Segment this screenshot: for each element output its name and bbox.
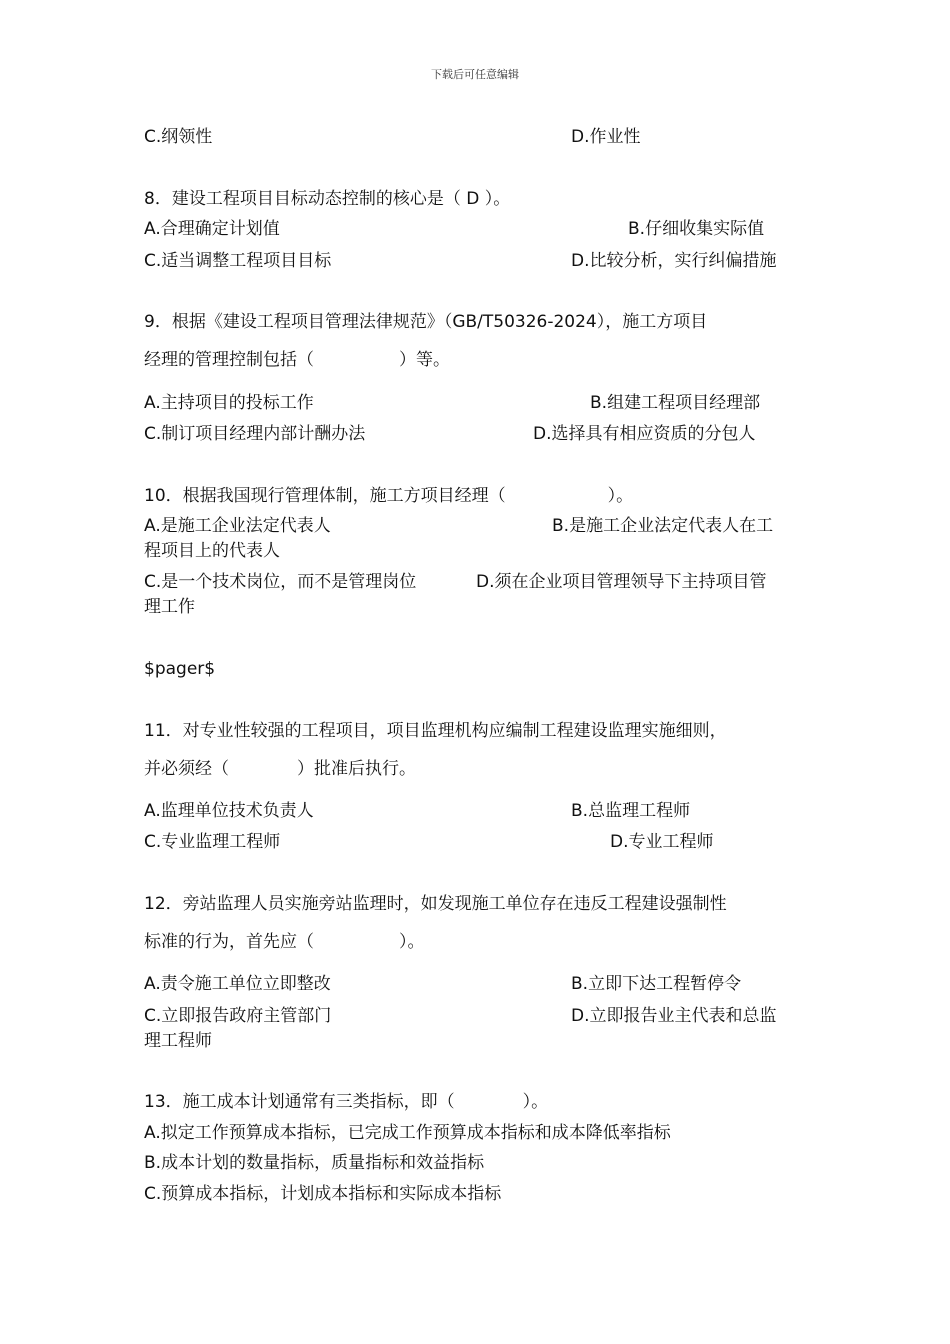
q12-option-d-line2: 理工程师 xyxy=(144,1031,212,1051)
q12-stem-line2: 标准的行为，首先应（ ）。 xyxy=(144,932,425,952)
q10-stem: 10．根据我国现行管理体制，施工方项目经理（ ）。 xyxy=(144,486,634,506)
q8-option-a: A.合理确定计划值 xyxy=(144,219,280,239)
q12-stem-line1: 12．旁站监理人员实施旁站监理时，如发现施工单位存在违反工程建设强制性 xyxy=(144,894,727,914)
q10-option-c: C.是一个技术岗位，而不是管理岗位 xyxy=(144,572,417,592)
q13-option-c: C.预算成本指标，计划成本指标和实际成本指标 xyxy=(144,1184,502,1204)
q8-option-d: D.比较分析，实行纠偏措施 xyxy=(571,251,777,271)
q9-option-b: B.组建工程项目经理部 xyxy=(590,393,761,413)
q9-stem-line2: 经理的管理控制包括（ ）等。 xyxy=(144,350,450,370)
q11-option-a: A.监理单位技术负责人 xyxy=(144,801,314,821)
page-header: 下载后可任意编辑 xyxy=(431,68,519,81)
q13-stem: 13．施工成本计划通常有三类指标，即（ ）。 xyxy=(144,1092,549,1112)
q11-option-d: D.专业工程师 xyxy=(610,832,714,852)
q9-option-a: A.主持项目的投标工作 xyxy=(144,393,314,413)
pager-marker: $pager$ xyxy=(144,659,216,679)
q7-option-d: D.作业性 xyxy=(571,127,641,147)
q9-option-d: D.选择具有相应资质的分包人 xyxy=(533,424,756,444)
q13-option-b: B.成本计划的数量指标，质量指标和效益指标 xyxy=(144,1153,485,1173)
q9-option-c: C.制订项目经理内部计酬办法 xyxy=(144,424,366,444)
q11-stem-line2: 并必须经（ ）批准后执行。 xyxy=(144,759,416,779)
q8-option-c: C.适当调整工程项目目标 xyxy=(144,251,332,271)
q10-option-b-line1: B.是施工企业法定代表人在工 xyxy=(552,516,774,536)
q7-option-c: C.纲领性 xyxy=(144,127,213,147)
q10-option-d-line2: 理工作 xyxy=(144,597,195,617)
q12-option-d-line1: D.立即报告业主代表和总监 xyxy=(571,1006,777,1026)
q13-option-a: A.拟定工作预算成本指标，已完成工作预算成本指标和成本降低率指标 xyxy=(144,1123,671,1143)
q9-stem-line1: 9．根据《建设工程项目管理法律规范》（GB/T50326-2024），施工方项目 xyxy=(144,312,708,332)
q10-option-b-line2: 程项目上的代表人 xyxy=(144,541,280,561)
q8-stem: 8．建设工程项目目标动态控制的核心是（ D ）。 xyxy=(144,189,511,209)
q8-option-b: B.仔细收集实际值 xyxy=(628,219,765,239)
q11-option-b: B.总监理工程师 xyxy=(571,801,691,821)
q11-stem-line1: 11．对专业性较强的工程项目，项目监理机构应编制工程建设监理实施细则， xyxy=(144,721,727,741)
q10-option-d-line1: D.须在企业项目管理领导下主持项目管 xyxy=(476,572,767,592)
q12-option-b: B.立即下达工程暂停令 xyxy=(571,974,742,994)
q12-option-c: C.立即报告政府主管部门 xyxy=(144,1006,332,1026)
q10-option-a: A.是施工企业法定代表人 xyxy=(144,516,331,536)
q11-option-c: C.专业监理工程师 xyxy=(144,832,281,852)
q12-option-a: A.责令施工单位立即整改 xyxy=(144,974,331,994)
